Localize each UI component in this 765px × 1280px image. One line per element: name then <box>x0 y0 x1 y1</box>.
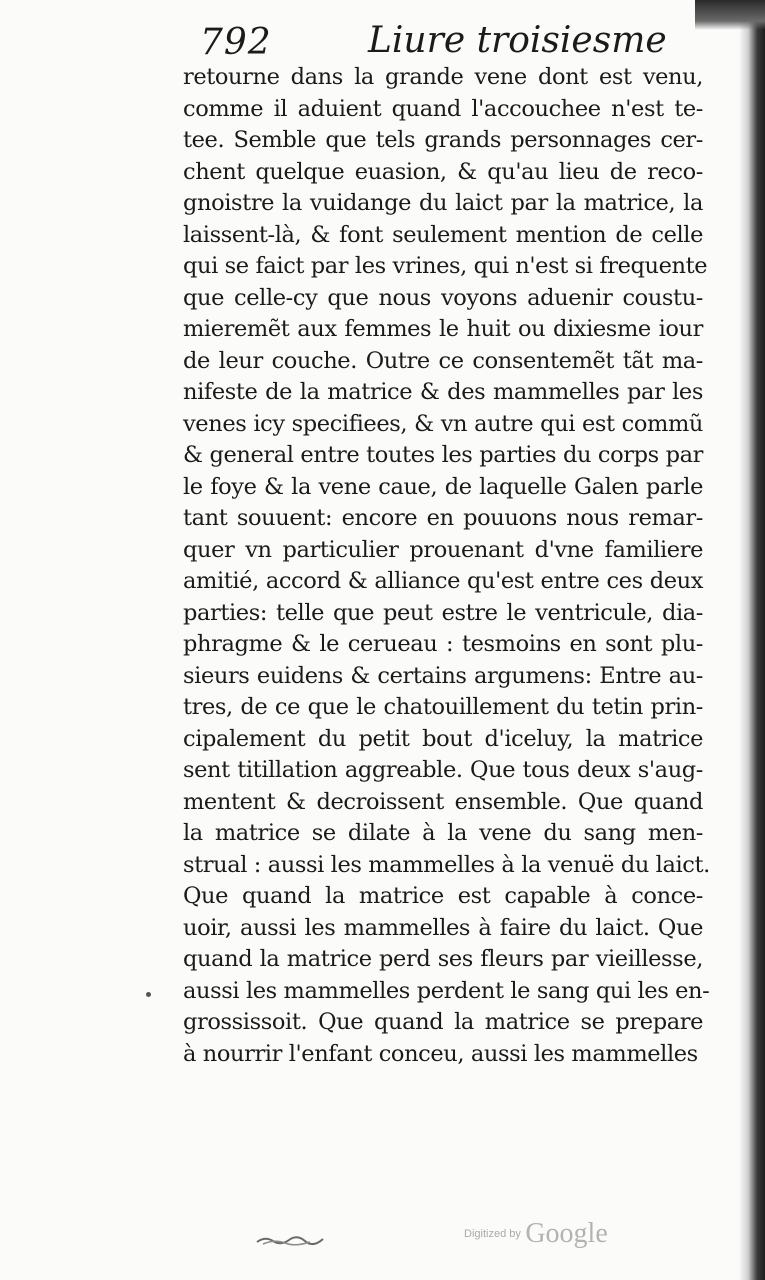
text-line: strual : aussi les mammelles à la venuë du laict. <box>183 851 710 878</box>
text-line: chent quelque euasion, & qu'au lieu de reco- <box>183 158 703 185</box>
watermark-prefix: Digitized by <box>464 1228 521 1240</box>
text-line: retourne dans la grande vene dont est venu, <box>183 64 703 90</box>
text-line: uoir, aussi les mammelles à faire du laict. Que <box>183 914 703 941</box>
text-line: tant souuent: encore en pouuons nous remar- <box>183 505 703 531</box>
text-line: parties: telle que peut estre le ventricule, dia- <box>183 599 703 626</box>
text-line: que celle-cy que nous voyons aduenir coustu- <box>183 284 703 311</box>
text-line: quand la matrice perd ses fleurs par vieillesse, <box>183 946 703 972</box>
text-line: aussi les mammelles perdent le sang qui les en- <box>183 977 710 1004</box>
text-line: gnoistre la vuidange du laict par la matrice, la <box>183 190 703 216</box>
text-line: mentent & decroissent ensemble. Que quand <box>183 788 703 815</box>
text-line: à nourrir l'enfant conceu, aussi les mammelles <box>183 1040 698 1067</box>
text-line: nifeste de la matrice & des mammelles par les <box>183 379 703 405</box>
text-line: mieremẽt aux femmes le huit ou dixiesme iour <box>183 316 703 342</box>
text-line: venes icy specifiees, & vn autre qui est commũ <box>183 410 703 437</box>
text-line: & general entre toutes les parties du corps par <box>183 442 703 468</box>
text-line: laissent-là, & font seulement mention de celle <box>183 221 703 248</box>
text-line: cipalement du petit bout d'iceluy, la matrice <box>183 725 703 752</box>
text-line: grossissoit. Que quand la matrice se prepare <box>183 1009 703 1035</box>
google-logo: Google <box>525 1218 608 1249</box>
text-line: Que quand la matrice est capable à conce- <box>183 883 703 909</box>
text-line: de leur couche. Outre ce consentemẽt tãt ma- <box>183 347 703 374</box>
running-head: Liure troisiesme <box>368 20 667 61</box>
text-line: amitié, accord & alliance qu'est entre ces deux <box>183 568 703 594</box>
text-line: tee. Semble que tels grands personnages cer- <box>183 127 703 153</box>
text-line: phragme & le cerueau : tesmoins en sont plu- <box>183 631 703 657</box>
digitized-watermark <box>464 1218 608 1248</box>
printer-ornament-smudge <box>255 1232 325 1246</box>
margin-mark <box>146 992 151 997</box>
text-line: sent titillation aggreable. Que tous deux s'aug- <box>183 757 703 783</box>
text-line: le foye & la vene caue, de laquelle Galen parle <box>183 473 703 500</box>
text-line: quer vn particulier prouenant d'vne familiere <box>183 536 703 563</box>
text-line: comme il aduient quand l'accouchee n'est te- <box>183 95 703 122</box>
page-header <box>200 18 720 68</box>
text-line: qui se faict par les vrines, qui n'est si frequente <box>183 253 708 279</box>
page-number: 792 <box>200 22 272 63</box>
scan-edge <box>739 0 765 1280</box>
text-line: sieurs euidens & certains argumens: Entre au- <box>183 662 703 689</box>
text-line: tres, de ce que le chatouillement du tetin prin- <box>183 694 703 720</box>
body-text <box>183 62 710 1070</box>
text-line: la matrice se dilate à la vene du sang men- <box>183 820 703 846</box>
